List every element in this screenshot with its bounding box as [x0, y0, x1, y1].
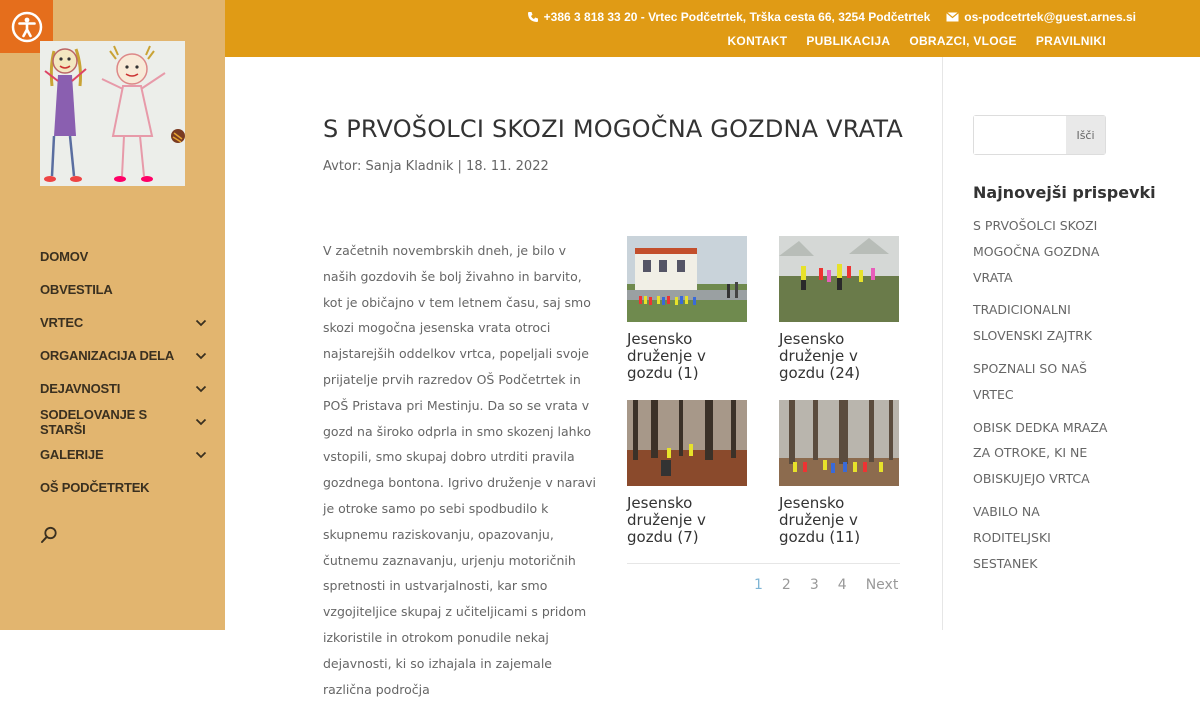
nav-item-obvestila[interactable]	[40, 273, 210, 306]
gallery-caption[interactable]: Jesensko druženje v gozdu (11)	[779, 494, 861, 546]
nav-item-os-podcetrtek[interactable]	[40, 471, 210, 504]
nav-item-organizacija-dela[interactable]	[40, 339, 210, 372]
widget-search	[973, 115, 1106, 155]
post-body: V začetnih novembrskih dneh, je bilo v naših gozdovih še bolj živahno in barvito, kot je običajno v tem letnem času, saj smo skozi mogočna jesenska vrata otroci najstarejših oddelkov vrtca, popeljali svoje prijatelje prvih razredov OŠ Podčetrtek in POŠ Pristava pri Mestinju. Da so se vrata v gozd na široko odprla in smo skozenj lahko vstopili, smo skupaj dobro utrditi pravila gozdnega bontona. Igrivo druženje v naravi je otroke samo po sebi spodbudilo k skupnemu raziskovanju, opazovanju, čutnemu zaznavanju, urjenju motoričnih spretnosti in ustvarjalnosti, kar smo vzgojiteljice skupaj z učiteljicami s pridom izkoristile in otrokom ponudile nekaj dejavnosti, ki so izhajala in zajemale različna področja	[323, 243, 597, 697]
chevron-down-icon[interactable]	[192, 418, 210, 426]
nav-item-label: ORGANIZACIJA DELA	[40, 348, 175, 363]
gallery-caption[interactable]: Jesensko druženje v gozdu (1)	[627, 330, 706, 382]
gallery-item[interactable]	[627, 236, 747, 382]
email-link[interactable]: os-podcetrtek@guest.arnes.si	[964, 10, 1136, 24]
secondary-nav	[727, 34, 1106, 48]
nav-item-galerije[interactable]	[40, 438, 210, 471]
gallery-item[interactable]	[779, 236, 899, 382]
page-link-4[interactable]: 4	[837, 577, 847, 593]
nav-item-label: VRTEC	[40, 315, 84, 330]
nav-link-publikacija[interactable]: PUBLIKACIJA	[806, 34, 891, 48]
chevron-down-icon[interactable]	[192, 319, 210, 327]
top-header	[225, 0, 1200, 57]
envelope-icon	[946, 12, 959, 22]
accessibility-icon	[11, 11, 43, 43]
email-info[interactable]	[946, 10, 1136, 24]
recent-post-link[interactable]: OBISK DEDKA MRAZA ZA OTROKE, KI NE OBISKUJEJO VRTCA	[973, 419, 1108, 487]
recent-posts-title: Najnovejši prispevki	[973, 183, 1156, 202]
contact-info	[527, 10, 1136, 24]
main-nav	[40, 240, 210, 504]
nav-item-domov[interactable]	[40, 240, 210, 273]
logo-drawing	[40, 41, 185, 186]
recent-posts-list	[973, 213, 1113, 583]
nav-item-vrtec[interactable]	[40, 306, 210, 339]
gallery-thumbnail[interactable]	[779, 236, 899, 322]
nav-item-label: DOMOV	[40, 249, 89, 264]
sidebar-search-button[interactable]	[40, 526, 58, 548]
next-page-link[interactable]: Next	[865, 577, 899, 593]
page-link-3[interactable]: 3	[809, 577, 819, 593]
search-icon	[40, 526, 58, 544]
recent-post-link[interactable]: SPOZNALI SO NAŠ VRTEC	[973, 360, 1087, 402]
page-link-2[interactable]: 2	[781, 577, 791, 593]
gallery-item[interactable]	[779, 400, 899, 546]
gallery-thumbnail[interactable]	[779, 400, 899, 486]
nav-item-label: OBVESTILA	[40, 282, 113, 297]
gallery-thumbnail[interactable]	[627, 400, 747, 486]
phone-icon	[527, 11, 539, 23]
gallery-caption[interactable]: Jesensko druženje v gozdu (24)	[779, 330, 861, 382]
nav-link-kontakt[interactable]: KONTAKT	[727, 34, 788, 48]
widget-search-input[interactable]	[974, 116, 1066, 154]
nav-link-obrazci-vloge[interactable]: OBRAZCI, VLOGE	[909, 34, 1017, 48]
page-link-1[interactable]: 1	[754, 577, 763, 593]
gallery-divider	[627, 563, 900, 564]
recent-post-link[interactable]: VABILO NA RODITELJSKI SESTANEK	[973, 503, 1051, 571]
phone-address-text: +386 3 818 33 20 - Vrtec Podčetrtek, Trška cesta 66, 3254 Podčetrtek	[543, 10, 931, 24]
gallery-pagination	[754, 577, 898, 593]
nav-item-dejavnosti[interactable]	[40, 372, 210, 405]
site-logo[interactable]	[40, 41, 185, 186]
widget-search-button[interactable]: Išči	[1066, 116, 1105, 154]
sidebar-divider	[942, 57, 943, 630]
nav-link-pravilniki[interactable]: PRAVILNIKI	[1035, 34, 1106, 48]
nav-item-label: DEJAVNOSTI	[40, 381, 121, 396]
chevron-down-icon[interactable]	[192, 451, 210, 459]
gallery-thumbnail[interactable]	[627, 236, 747, 322]
nav-item-sodelovanje-s-starsi[interactable]	[40, 405, 210, 438]
gallery-item[interactable]	[627, 400, 747, 546]
left-sidebar	[0, 0, 225, 630]
post-title: S PRVOŠOLCI SKOZI MOGOČNA GOZDNA VRATA	[323, 115, 903, 143]
phone-info	[527, 10, 931, 24]
nav-item-label: SODELOVANJE S STARŠI	[40, 406, 147, 437]
chevron-down-icon[interactable]	[192, 385, 210, 393]
nav-item-label: OŠ PODČETRTEK	[40, 480, 150, 495]
chevron-down-icon[interactable]	[192, 352, 210, 360]
recent-post-link[interactable]: S PRVOŠOLCI SKOZI MOGOČNA GOZDNA VRATA	[973, 218, 1100, 285]
recent-post-link[interactable]: TRADICIONALNI SLOVENSKI ZAJTRK	[973, 302, 1092, 344]
gallery-caption[interactable]: Jesensko druženje v gozdu (7)	[627, 494, 706, 546]
post-meta: Avtor: Sanja Kladnik | 18. 11. 2022	[323, 159, 549, 174]
nav-item-label: GALERIJE	[40, 447, 104, 462]
